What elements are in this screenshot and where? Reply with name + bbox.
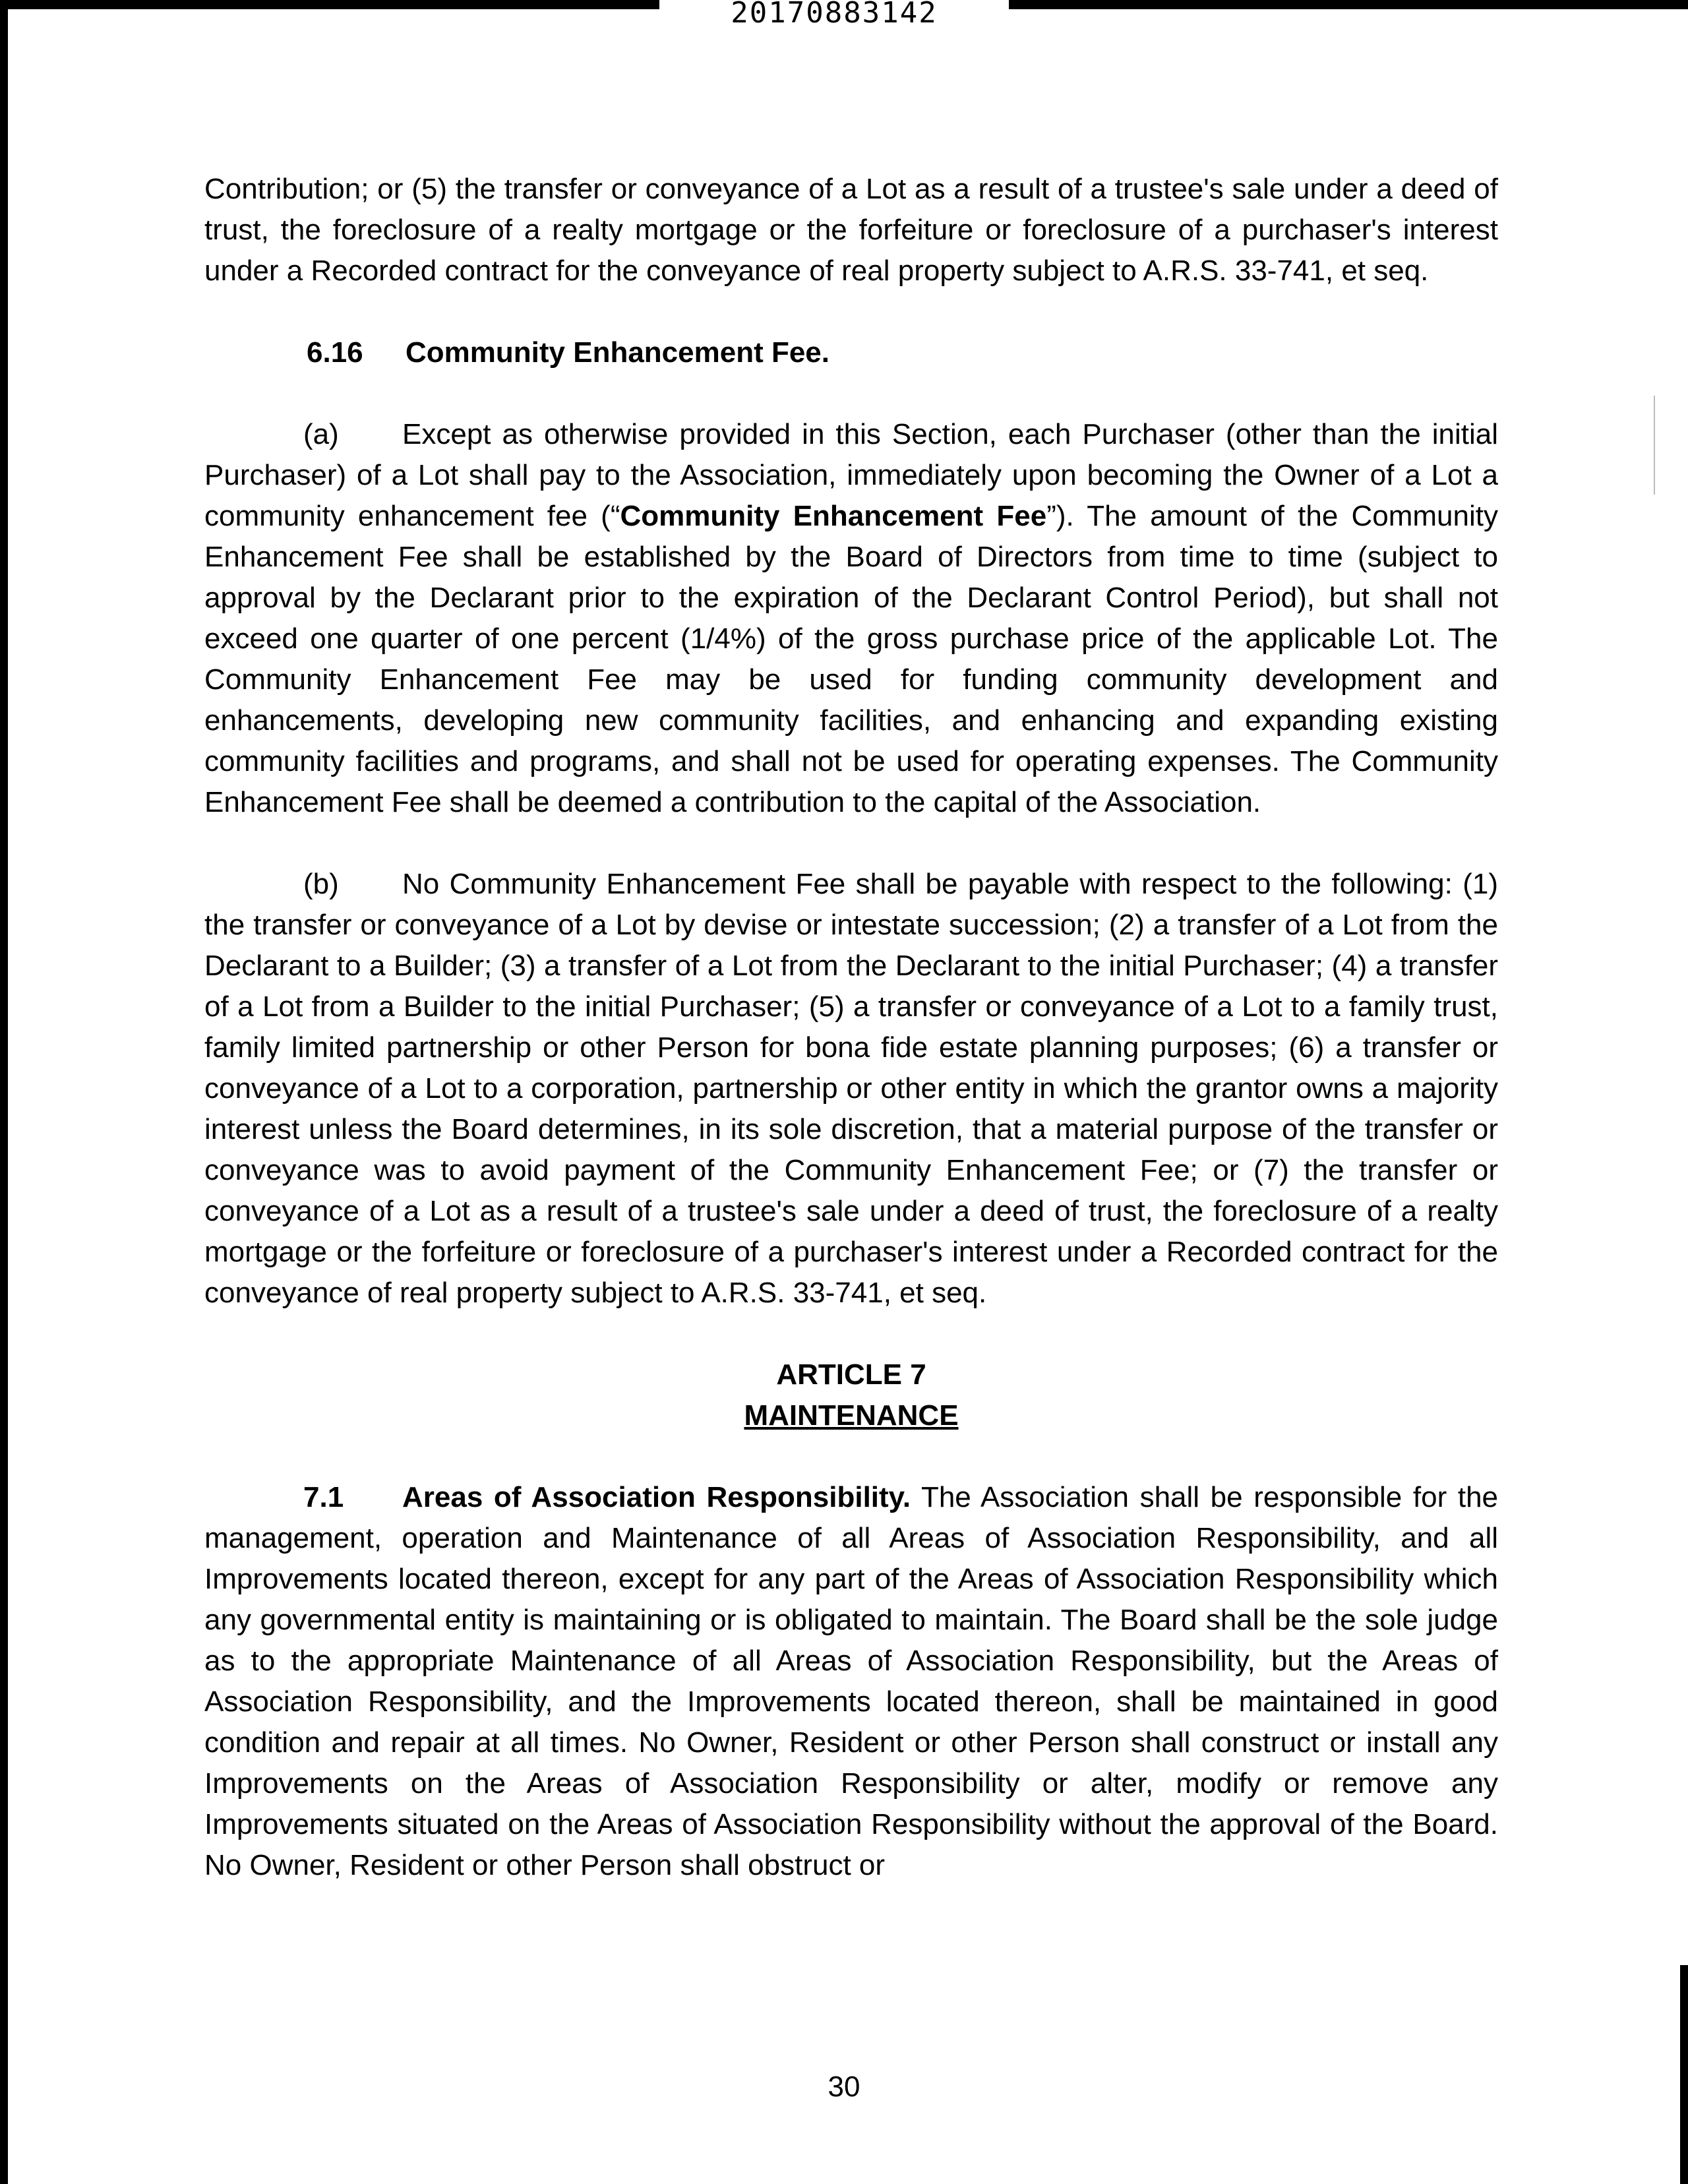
scan-artifact bbox=[1654, 396, 1655, 495]
scan-border-top-right bbox=[1009, 0, 1688, 9]
section-text: The Association shall be responsible for the management, operation and Maintenance of all Areas of Association Responsibility, and all Improvements located thereon, except for any part of the Areas of Association Responsibility which any governmental entity is maintaining or is obligated to maintain. The Board shall be the sole judge as to the appropriate Maintenance of all Areas of Association Responsibility, but the Areas of Association Responsibility, and the Improvements located thereon, shall be maintained in good condition and repair at all times. No Owner, Resident or other Person shall construct or install any Improvements on the Areas of Association Responsibility or alter, modify or remove any Improvements situated on the Areas of Association Responsibility without the approval of the Board. No Owner, Resident or other Person shall obstruct or bbox=[204, 1481, 1499, 1881]
subsection-label: (a) bbox=[303, 418, 339, 450]
section-6-16-b bbox=[204, 864, 1498, 1314]
page-body bbox=[204, 169, 1498, 1927]
subsection-text: No Community Enhancement Fee shall be payable with respect to the following: (1) the transfer or conveyance of a Lot by devise or intestate succession; (2) a transfer of a Lot from the Declarant to a Builder; (3) a transfer of a Lot from the Declarant to the initial Purchaser; (4) a transfer of a Lot from a Builder to the initial Purchaser; (5) a transfer or conveyance of a Lot to a family trust, family limited partnership or other Person for bona fide estate planning purposes; (6) a transfer or conveyance of a Lot to a corporation, partnership or other entity in which the grantor owns a majority interest unless the Board determines, in its sole discretion, that a material purpose of the transfer or conveyance was to avoid payment of the Community Enhancement Fee; or (7) the transfer or conveyance of a Lot as a result of a trustee's sale under a deed of trust, the foreclosure of a realty mortgage or the forfeiture or foreclosure of a purchaser's interest under a Recorded contract for the conveyance of real property subject to A.R.S. 33-741, et seq. bbox=[204, 868, 1498, 1309]
subsection-text-before: Except as otherwise provided in this Section, each Purchaser (other than the initial Purchaser) of a Lot shall pay to the Association, immediately upon becoming the Owner of a Lot a community enhancement fee (“ bbox=[204, 418, 1498, 532]
article-title: MAINTENANCE bbox=[744, 1399, 959, 1432]
recording-number: 20170883142 bbox=[731, 0, 938, 30]
article-number: ARTICLE 7 bbox=[776, 1358, 926, 1391]
scan-border-top-left bbox=[0, 0, 659, 9]
subsection-label: (b) bbox=[303, 868, 339, 900]
article-heading bbox=[204, 1354, 1498, 1436]
page-number: 30 bbox=[828, 2071, 860, 2103]
section-title: Community Enhancement Fee. bbox=[406, 336, 830, 369]
section-number: 7.1 bbox=[303, 1481, 344, 1513]
scan-border-left bbox=[0, 0, 8, 2184]
section-6-16-a bbox=[204, 414, 1498, 823]
section-7-1 bbox=[204, 1477, 1498, 1886]
defined-term: Community Enhancement Fee bbox=[620, 500, 1047, 532]
intro-paragraph: Contribution; or (5) the transfer or conveyance of a Lot as a result of a trustee's sale under a deed of trust, the foreclosure of a realty mortgage or the forfeiture or foreclosure of a purchaser's interest under a Recorded contract for the conveyance of real property subject to A.R.S. 33-741, et seq. bbox=[204, 173, 1498, 287]
section-6-16-heading bbox=[307, 332, 1498, 373]
subsection-text-after: ”). The amount of the Community Enhancement Fee shall be established by the Board of Directors from time to time (subject to approval by the Declarant prior to the expiration of the Declarant Control Period), but shall not exceed one quarter of one percent (1/4%) of the gross purchase price of the applicable Lot. The Community Enhancement Fee may be used for funding community development and enhancements, developing new community facilities, and enhancing and expanding existing community facilities and programs, and shall not be used for operating expenses. The Community Enhancement Fee shall be deemed a contribution to the capital of the Association. bbox=[204, 500, 1498, 818]
section-number: 6.16 bbox=[307, 336, 363, 369]
section-title: Areas of Association Responsibility. bbox=[402, 1481, 911, 1513]
